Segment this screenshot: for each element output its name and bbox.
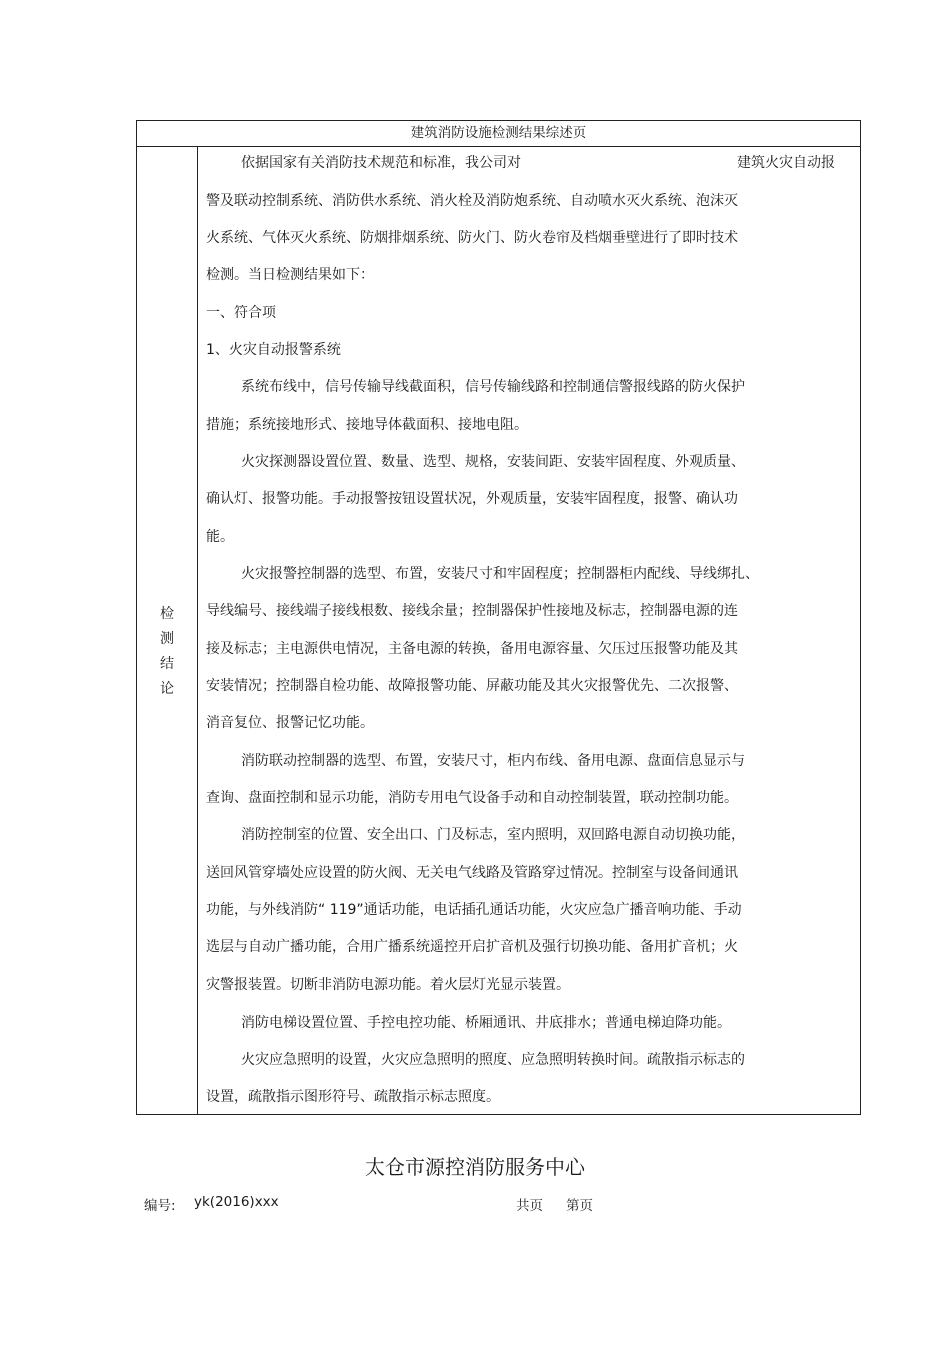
number-value: yk(2016)xxx	[194, 1194, 279, 1210]
text-line: 消防控制室的位置、安全出口、门及标志，室内照明，双回路电源自动切换功能，	[241, 827, 745, 843]
text-line: 安装情况；控制器自检功能、故障报警功能、屏蔽功能及其火灾报警优先、二次报警、	[206, 678, 738, 694]
text-line: 接及标志；主电源供电情况，主备电源的转换，备用电源容量、欠压过压报警功能及其	[206, 641, 738, 657]
text-line: 检测。当日检测结果如下：	[206, 267, 374, 283]
text-line: 功能，与外线消防“ 119”通话功能，电话插孔通话功能，火灾应急广播音响功能、手动	[206, 902, 742, 918]
text-line: 送回风管穿墙处应设置的防火阀、无关电气线路及管路穿过情况。控制室与设备间通讯	[206, 865, 738, 881]
intro-text-right: 建筑火灾自动报	[737, 155, 835, 171]
text-line: 能。	[206, 529, 234, 545]
side-label-char: 结	[160, 656, 174, 672]
text-line: 警及联动控制系统、消防供水系统、消火栓及消防炮系统、自动喷水灭火系统、泡沫灭	[206, 193, 738, 209]
intro-text: 依据国家有关消防技术规范和标准，我公司对	[241, 155, 521, 171]
text-line: 火灾探测器设置位置、数量、选型、规格，安装间距、安装牢固程度、外观质量、	[241, 454, 745, 470]
total-pages: 共页	[516, 1198, 543, 1214]
side-label-char: 论	[160, 681, 174, 697]
conclusion-body	[198, 147, 860, 1114]
side-label	[137, 602, 197, 702]
page-number: 第页	[566, 1198, 593, 1214]
side-label-cell	[137, 147, 198, 1114]
side-label-char: 测	[160, 631, 174, 647]
text-line: 选层与自动广播功能，合用广播系统遥控开启扩音机及强行切换功能、备用扩音机；火	[206, 939, 738, 955]
text-line: 火系统、气体灭火系统、防烟排烟系统、防火门、防火卷帘及档烟垂壁进行了即时技术	[206, 230, 738, 246]
text-line: 消防联动控制器的选型、布置，安装尺寸，柜内布线、备用电源、盘面信息显示与	[241, 753, 745, 769]
side-label-char: 检	[160, 606, 174, 622]
table-title: 建筑消防设施检测结果综述页	[137, 121, 860, 147]
text-line: 火灾报警控制器的选型、布置，安装尺寸和牢固程度；控制器柜内配线、导线绑扎、	[241, 566, 759, 582]
text-line: 确认灯、报警功能。手动报警按钮设置状况，外观质量，安装牢固程度，报警、确认功	[206, 491, 738, 507]
subsection-heading: 1、火灾自动报警系统	[206, 342, 341, 358]
text-line: 设置，疏散指示图形符号、疏散指示标志照度。	[206, 1089, 500, 1105]
text-line: 导线编号、接线端子接线根数、接线余量；控制器保护性接地及标志，控制器电源的连	[206, 603, 738, 619]
text-line: 措施；系统接地形式、接地导体截面积、接地电阻。	[206, 417, 528, 433]
text-line: 系统布线中，信号传输导线截面积，信号传输线路和控制通信警报线路的防火保护	[241, 379, 745, 395]
number-label: 编号:	[144, 1198, 176, 1214]
company-name: 太仓市源控消防服务中心	[365, 1155, 585, 1179]
inspection-summary-table	[136, 120, 861, 1115]
text-line: 消音复位、报警记忆功能。	[206, 715, 374, 731]
text-line: 查询、盘面控制和显示功能，消防专用电气设备手动和自动控制装置，联动控制功能。	[206, 790, 738, 806]
text-line: 灾警报装置。切断非消防电源功能。着火层灯光显示装置。	[206, 977, 570, 993]
section-heading: 一、符合项	[206, 305, 276, 321]
text-line: 消防电梯设置位置、手控电控功能、桥厢通讯、井底排水；普通电梯迫降功能。	[241, 1015, 731, 1031]
text-line: 火灾应急照明的设置，火灾应急照明的照度、应急照明转换时间。疏散指示标志的	[241, 1052, 745, 1068]
